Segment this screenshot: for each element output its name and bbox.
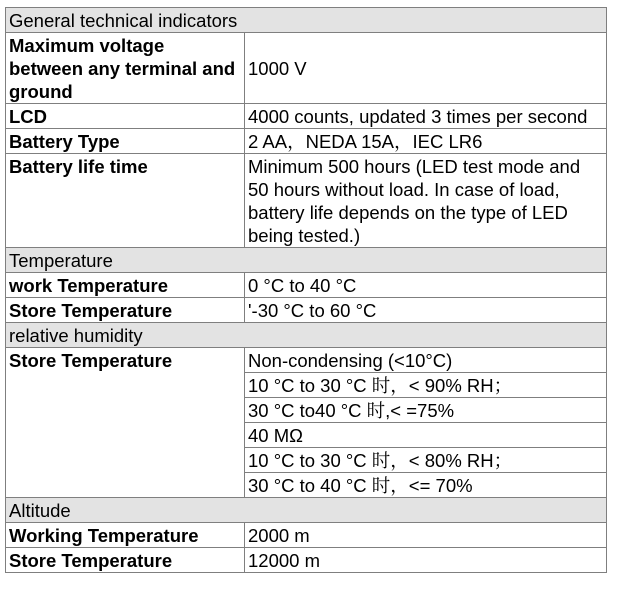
section-header-humidity [6, 323, 607, 348]
section-header-temperature [6, 248, 607, 273]
row-value: 10 °C to 30 °C 时，< 90% RH； [245, 373, 607, 398]
table-row [6, 548, 607, 573]
row-value: 40 MΩ [245, 423, 607, 448]
row-key: work Temperature [6, 273, 245, 298]
section-header-general [6, 8, 607, 33]
row-value: 30 °C to 40 °C 时，<= 70% [245, 473, 607, 498]
row-key: Store Temperature [6, 548, 245, 573]
table-row [6, 129, 607, 154]
section-title: Temperature [6, 248, 607, 273]
row-value: 2 AA，NEDA 15A，IEC LR6 [245, 129, 607, 154]
row-key: Maximum voltage between any terminal and ground [6, 33, 245, 104]
row-value: 12000 m [245, 548, 607, 573]
row-value: Minimum 500 hours (LED test mode and 50 hours without load. In case of load, battery life depends on the type of LED being tested.) [245, 154, 607, 248]
row-value: 4000 counts, updated 3 times per second [245, 104, 607, 129]
section-title: relative humidity [6, 323, 607, 348]
section-header-altitude [6, 498, 607, 523]
table-row [6, 104, 607, 129]
table-row [6, 348, 607, 373]
table-row [6, 273, 607, 298]
row-value: 10 °C to 30 °C 时，< 80% RH； [245, 448, 607, 473]
row-key: Battery life time [6, 154, 245, 248]
table-row [6, 154, 607, 248]
section-title: Altitude [6, 498, 607, 523]
table-row [6, 33, 607, 104]
row-value: 2000 m [245, 523, 607, 548]
row-key: Working Temperature [6, 523, 245, 548]
row-key: Store Temperature [6, 348, 245, 498]
row-key: LCD [6, 104, 245, 129]
row-value: 1000 V [245, 33, 607, 104]
spec-table [5, 7, 607, 573]
row-value: Non-condensing (<10°C) [245, 348, 607, 373]
section-title: General technical indicators [6, 8, 607, 33]
table-row [6, 523, 607, 548]
row-key: Battery Type [6, 129, 245, 154]
row-value: 0 °C to 40 °C [245, 273, 607, 298]
table-row [6, 298, 607, 323]
row-value: '-30 °C to 60 °C [245, 298, 607, 323]
row-value: 30 °C to40 °C 时,< =75% [245, 398, 607, 423]
row-key: Store Temperature [6, 298, 245, 323]
